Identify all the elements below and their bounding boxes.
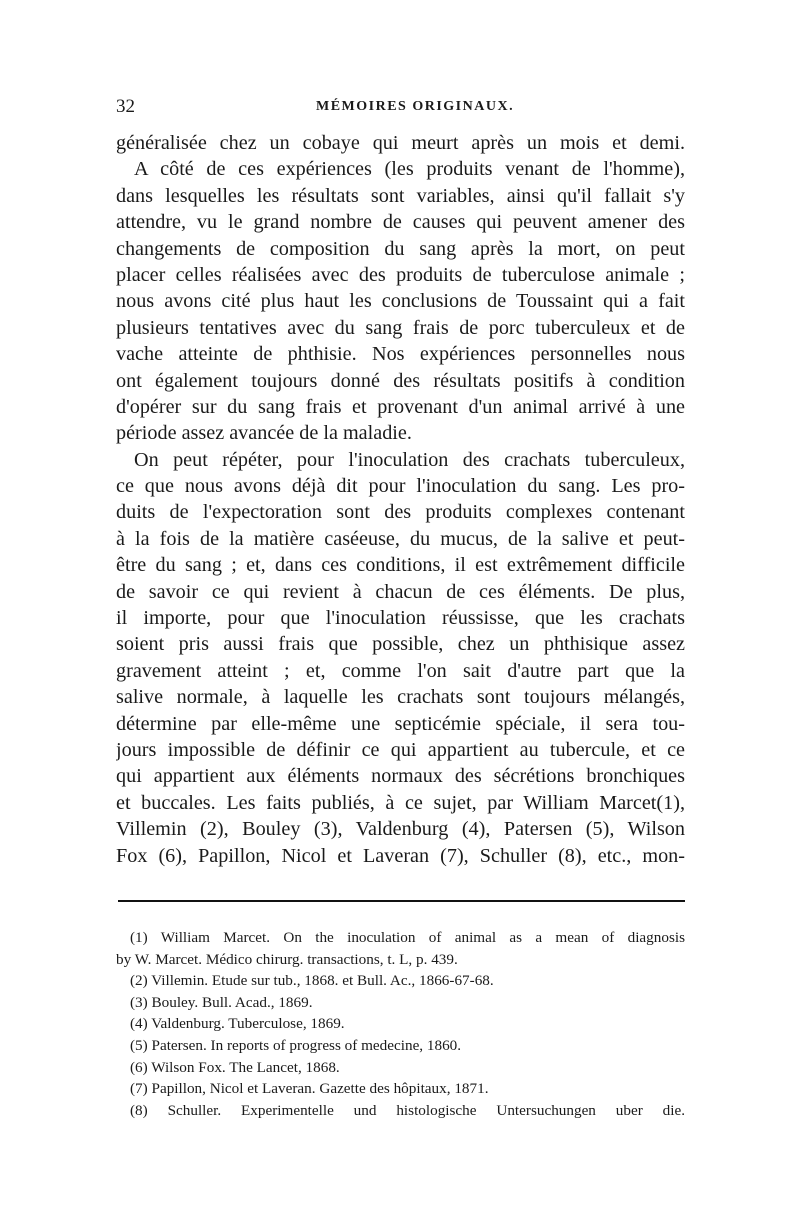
body-line: période assez avancée de la maladie.: [116, 422, 412, 445]
body-line: gravement atteint ; et, comme l'on sait d'autre part que la: [116, 659, 685, 682]
body-line: généralisée chez un cobaye qui meurt après un mois et demi.: [116, 132, 685, 154]
body-line: d'opérer sur du sang frais et provenant d'un animal arrivé à une: [116, 395, 685, 418]
footnote-divider: [118, 900, 685, 902]
body-line: ont également toujours donné des résultats positifs à condition: [116, 369, 685, 392]
page-header: [116, 96, 684, 126]
body-line: plusieurs tentatives avec du sang frais de porc tuberculeux et de: [116, 316, 685, 339]
body-line: il importe, pour que l'inoculation réussisse, que les crachats: [116, 607, 685, 630]
running-head: MÉMOIRES ORIGINAUX.: [316, 99, 515, 114]
footnotes: [116, 927, 685, 1121]
footnote-line: (7) Papillon, Nicol et Laveran. Gazette des hôpitaux, 1871.: [130, 1080, 489, 1098]
body-line: détermine par elle-même une septicémie spéciale, il sera tou-: [116, 712, 685, 735]
body-line: salive normale, à laquelle les crachats sont toujours mélangés,: [116, 686, 685, 709]
body-line: jours impossible de définir ce qui appartient au tubercule, et ce: [116, 738, 685, 761]
body-line: changements de composition du sang après la mort, on peut: [116, 237, 685, 260]
body-line: qui appartient aux éléments normaux des sécrétions bronchiques: [116, 765, 685, 788]
body-line: soient pris aussi frais que possible, chez un phthisique assez: [116, 633, 685, 656]
page-number: 32: [116, 96, 135, 117]
footnote-line: (6) Wilson Fox. The Lancet, 1868.: [130, 1058, 340, 1076]
footnote-line: (4) Valdenburg. Tuberculose, 1869.: [130, 1015, 345, 1033]
footnote-line: (8) Schuller. Experimentelle und histologische Untersuchungen uber die.: [130, 1101, 685, 1119]
body-line: être du sang ; et, dans ces conditions, il est extrêmement difficile: [116, 554, 685, 577]
body-line: vache atteinte de phthisie. Nos expériences personnelles nous: [116, 343, 685, 366]
footnote-line: (2) Villemin. Etude sur tub., 1868. et Bull. Ac., 1866-67-68.: [130, 972, 494, 990]
body-text: [116, 130, 685, 869]
body-line: à la fois de la matière caséeuse, du mucus, de la salive et peut-: [116, 527, 685, 550]
footnote-line: (1) William Marcet. On the inoculation of animal as a mean of diagnosis: [130, 929, 685, 946]
footnote-line: (3) Bouley. Bull. Acad., 1869.: [130, 993, 313, 1011]
body-line: A côté de ces expériences (les produits venant de l'homme),: [134, 158, 685, 181]
body-line: dans lesquelles les résultats sont variables, ainsi qu'il fallait s'y: [116, 184, 685, 207]
body-line: ce que nous avons déjà dit pour l'inoculation du sang. Les pro-: [116, 475, 685, 498]
body-line: On peut répéter, pour l'inoculation des crachats tuberculeux,: [134, 448, 685, 471]
body-line: et buccales. Les faits publiés, à ce sujet, par William Marcet(1),: [116, 791, 685, 814]
footnote-line: (5) Patersen. In reports of progress of medecine, 1860.: [130, 1036, 462, 1054]
body-line: placer celles réalisées avec des produits de tuberculose animale ;: [116, 263, 685, 286]
footnote-line: by W. Marcet. Médico chirurg. transactions, t. L, p. 439.: [116, 950, 458, 968]
body-line: nous avons cité plus haut les conclusions de Toussaint qui a fait: [116, 290, 685, 313]
body-line: attendre, vu le grand nombre de causes qui peuvent amener des: [116, 211, 685, 234]
body-line: de savoir ce qui revient à chacun de ces éléments. De plus,: [116, 580, 685, 603]
body-line: duits de l'expectoration sont des produits complexes contenant: [116, 501, 685, 524]
body-line: Villemin (2), Bouley (3), Valdenburg (4), Patersen (5), Wilson: [116, 818, 685, 841]
body-line: Fox (6), Papillon, Nicol et Laveran (7), Schuller (8), etc., mon-: [116, 844, 685, 867]
